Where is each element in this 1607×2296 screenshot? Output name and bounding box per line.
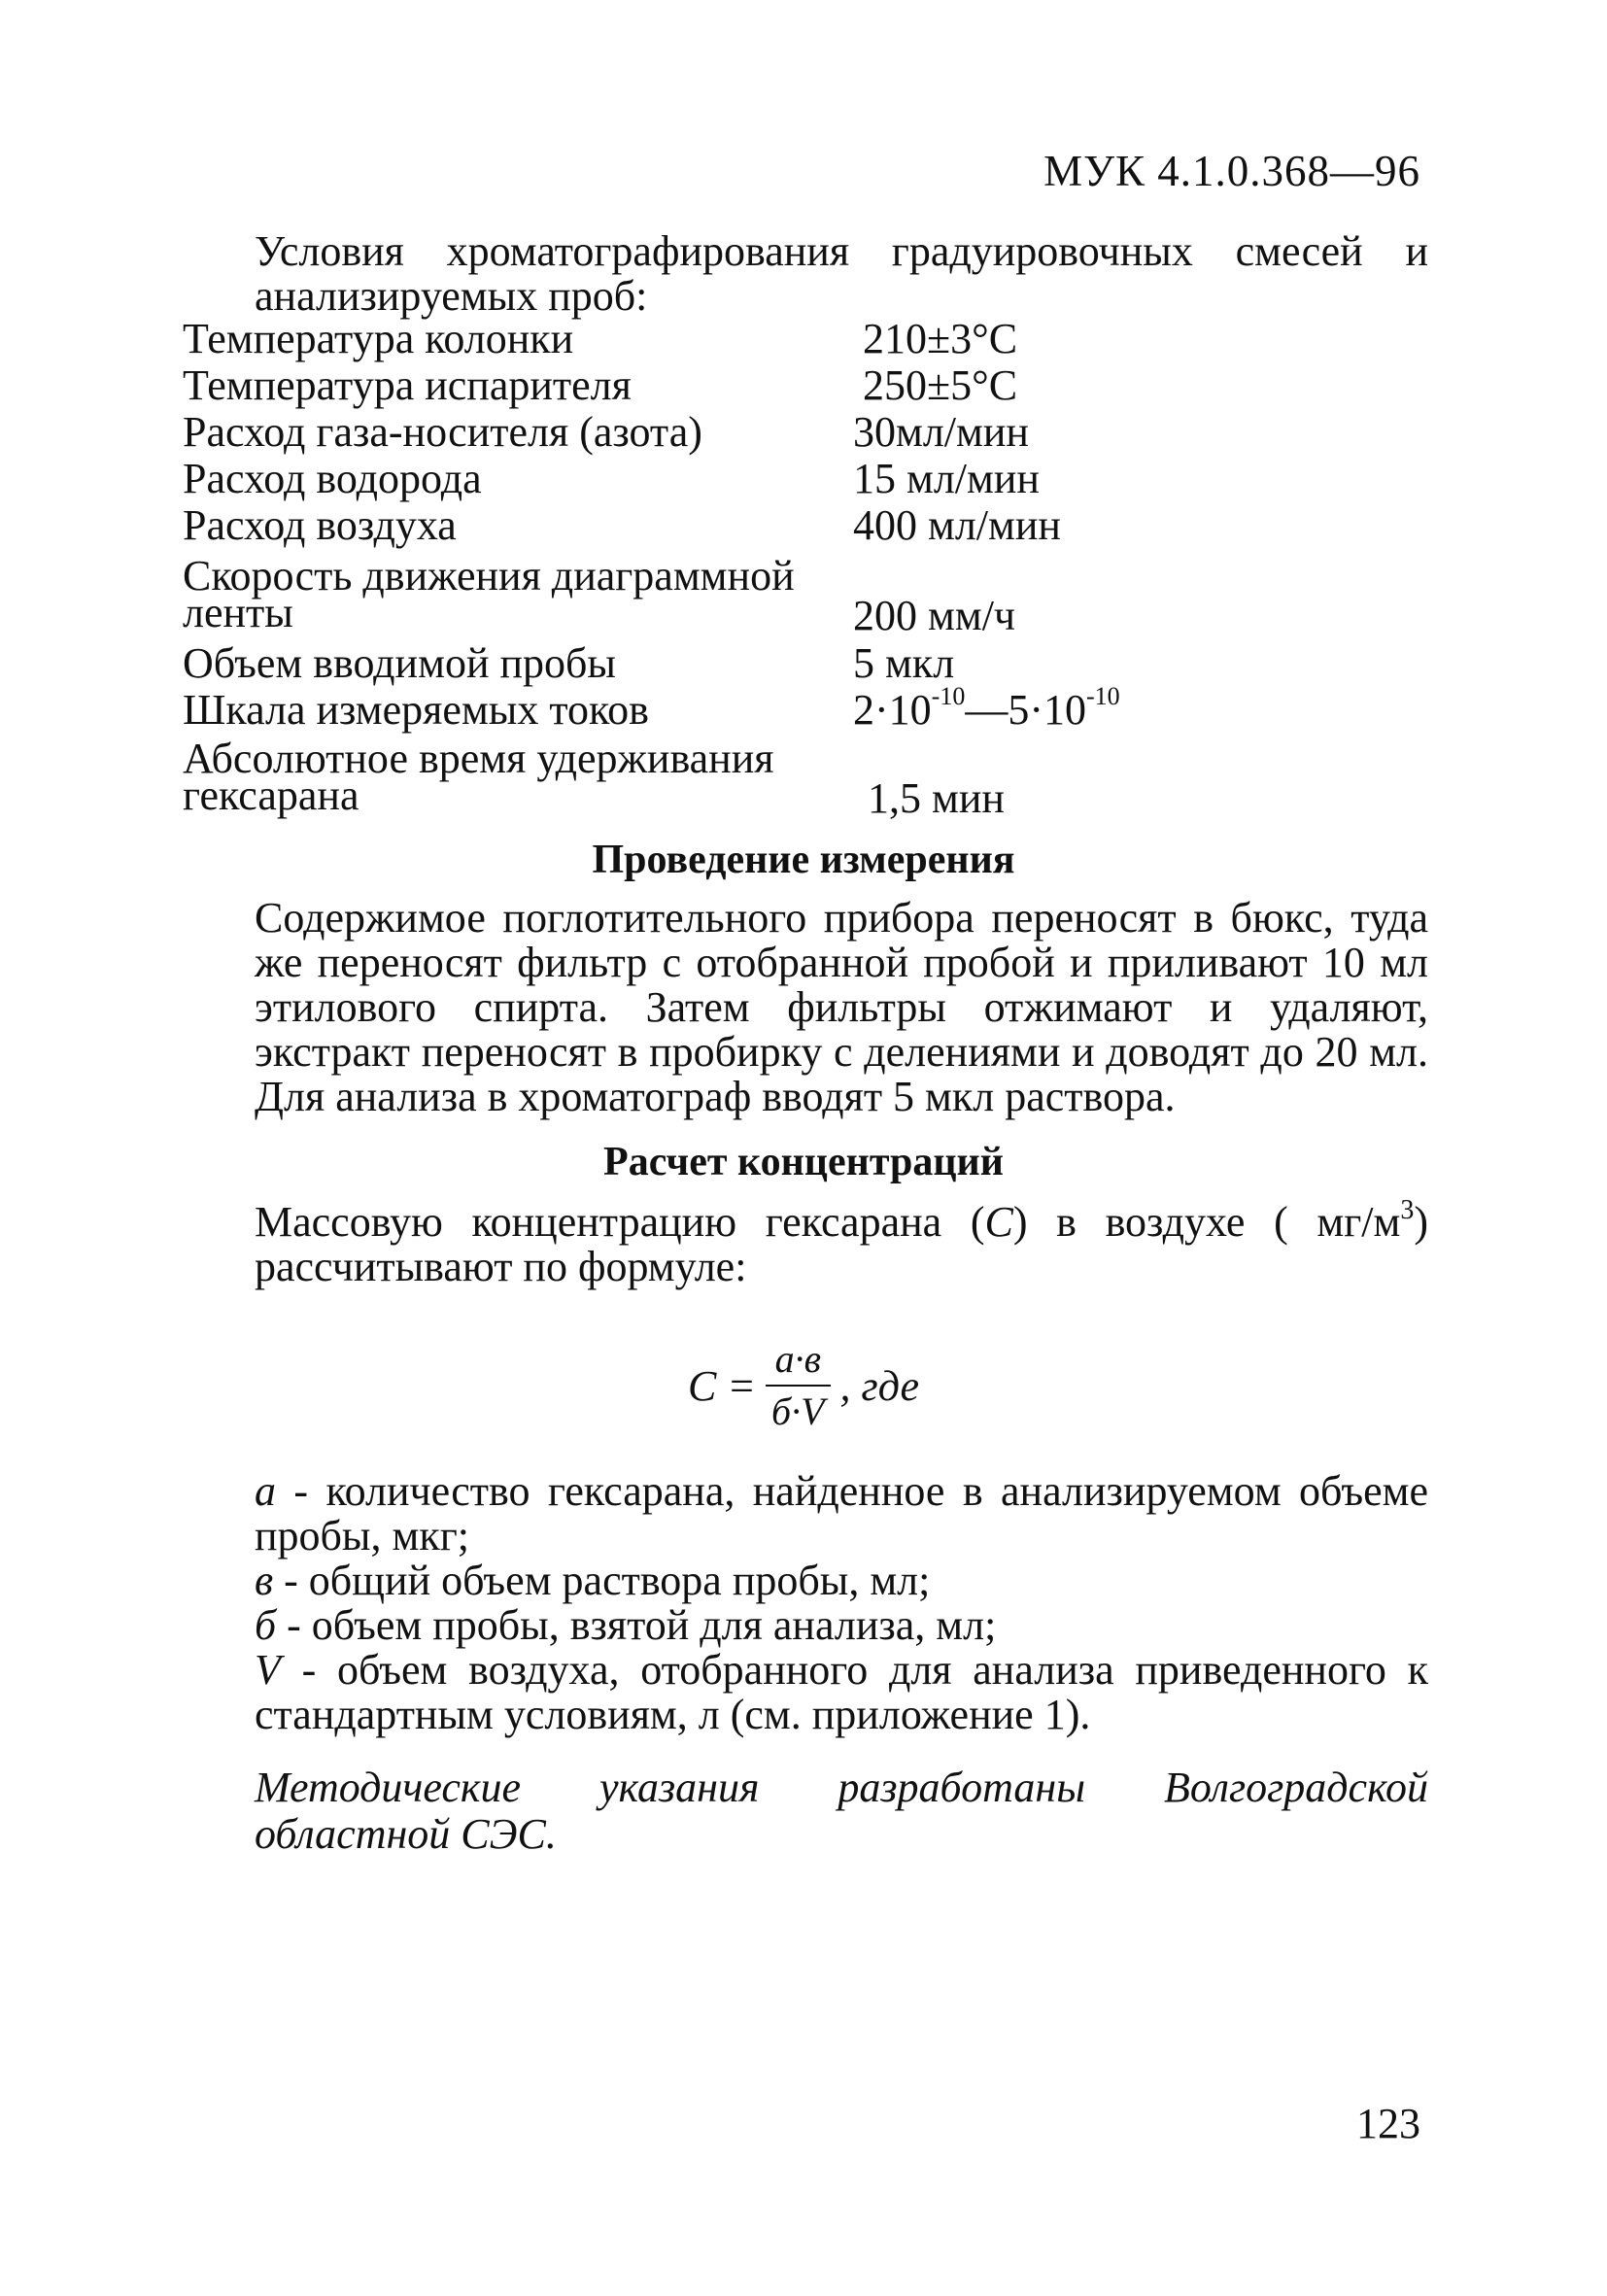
calculation-text-part: Массовую концентрацию гексарана ( [255,1198,985,1246]
condition-label-line: Абсолютное время удерживания [183,735,774,782]
condition-label-line: ленты [183,589,293,636]
condition-label: Температура колонки [183,315,574,362]
condition-value: 200 мм/ч [853,592,1016,639]
condition-value: 15 мл/мин [853,455,1040,502]
legend-text: - объем пробы, взятой для анализа, мл; [276,1601,997,1649]
condition-value [853,682,1120,734]
condition-row [183,735,1005,822]
condition-label-line: Скорость движения диаграммной [183,552,795,600]
condition-value: 400 мл/мин [853,501,1061,549]
formula-fraction [762,1336,835,1435]
condition-value: 210±3°С [863,315,1018,362]
developer-note [183,1765,1428,1858]
formula-numerator: а·в [766,1336,831,1387]
unit-exponent: 3 [1400,1195,1415,1225]
condition-row [183,501,1061,549]
condition-row [183,552,1016,639]
legend-symbol: в [255,1557,274,1604]
condition-row [183,455,1040,502]
measurement-paragraph [183,896,1428,1119]
legend-text: - общий объем раствора пробы, мл; [273,1557,931,1604]
condition-label: Расход газа-носителя (азота) [183,408,702,456]
calculation-text [183,1195,1429,1290]
condition-value: 1,5 мин [868,774,1005,822]
measurement-text: Содержимое поглотительного прибора переносят в бюкс, туда же переносят фильтр с отобранной пробой и приливают 10 мл этилового спирта. Затем фильтры отжимают и удаляют, экстракт переносят в пробирку с делениями и доводят до 20 мл. Для анализа в хроматограф вводят 5 мкл раствора. [255,894,1428,1120]
legend-text: - количество гексарана, найденное в анализируемом объеме пробы, мкг; [255,1467,1428,1559]
condition-label [183,552,843,636]
current-scale-min: 2·10 [853,686,932,734]
formula-legend [183,1469,1428,1737]
condition-row [183,361,1018,409]
condition-value: 250±5°С [863,361,1018,409]
current-scale-max: —5·10 [965,686,1086,734]
condition-row [183,408,1029,456]
legend-symbol: а [255,1467,276,1515]
formula-suffix: , где [839,1361,920,1410]
developer-note-text: Методические указания разработаны Волгоградской областной СЭС. [255,1764,1428,1858]
concentration-formula [0,1336,1607,1435]
formula-denominator: б·V [770,1389,825,1433]
condition-label: Расход воздуха [183,501,457,549]
legend-item [183,1469,1428,1559]
condition-row [183,639,955,687]
legend-item [183,1603,1428,1648]
condition-row [183,315,1018,362]
conditions-intro-text: Условия хроматографирования градуировочных смесей и анализируемых проб: [255,227,1428,320]
condition-label: Шкала измеряемых токов [183,686,649,734]
calculation-text-part: ) в воздухе ( мг/м [1012,1198,1401,1246]
legend-item [183,1648,1428,1737]
condition-label [183,735,843,819]
calculation-text-part: ) рассчитывают по формуле: [255,1198,1429,1290]
legend-text: - объем воздуха, отобранного для анализа приведенного к стандартным условиям, л (см. приложение 1). [255,1646,1428,1738]
condition-label: Температура испарителя [183,361,632,409]
exponent: -10 [1085,682,1120,710]
condition-label-line: гексарана [183,771,359,819]
legend-symbol: V [255,1646,281,1694]
conditions-intro [183,229,1428,319]
exponent: -10 [931,682,966,710]
formula-lhs: С = [687,1361,756,1410]
legend-item [183,1559,1428,1603]
condition-label: Объем вводимой пробы [183,639,616,687]
section-heading-calculation: Расчет концентраций [603,1140,1004,1184]
calculation-paragraph [183,1195,1429,1290]
legend-symbol: б [255,1601,277,1649]
condition-value: 5 мкл [853,639,955,687]
concentration-symbol: С [984,1198,1013,1246]
condition-value: 30мл/мин [853,408,1029,456]
page-number: 123 [1356,2100,1420,2147]
document-code: МУК 4.1.0.368—96 [1043,147,1420,195]
section-heading-measurement: Проведение измерения [592,838,1015,882]
condition-label: Расход водорода [183,455,482,502]
